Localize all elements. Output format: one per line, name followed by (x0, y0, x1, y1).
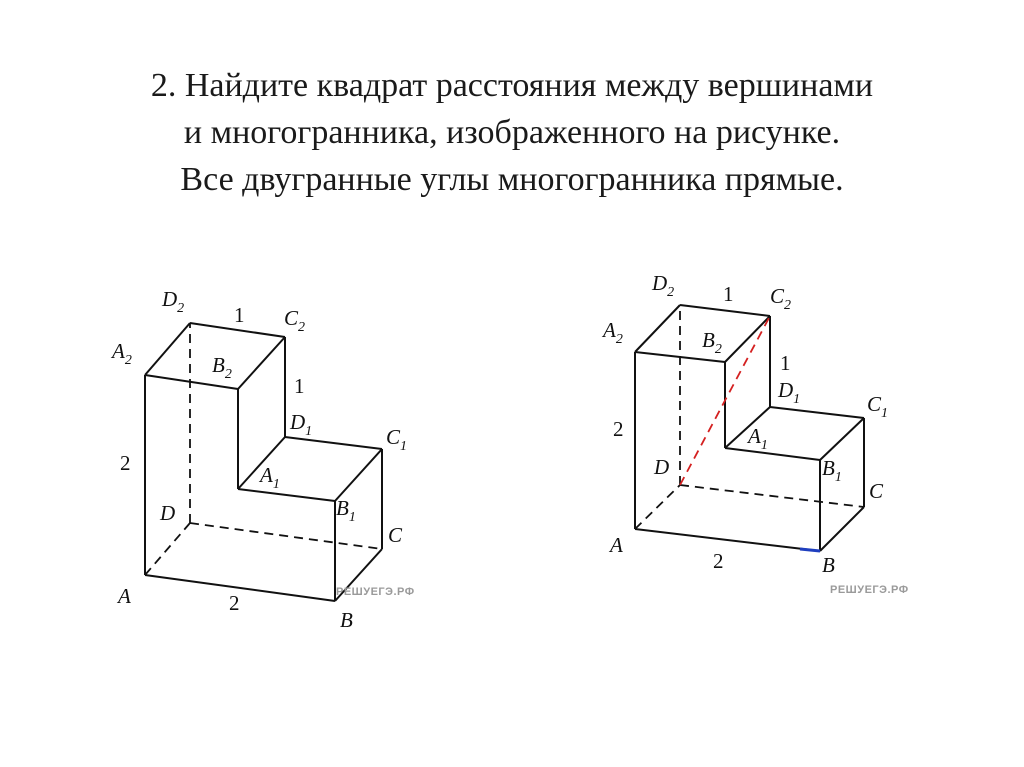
edge-A2D2 (635, 305, 680, 352)
edge-D1C1 (770, 407, 864, 418)
label-A: A (118, 584, 131, 608)
hidden-edge-DC (190, 523, 382, 549)
right-vertex-labels (601, 271, 888, 577)
length-right: 1 (780, 351, 791, 375)
length-height: 2 (613, 417, 624, 441)
edge-D2C2 (680, 305, 770, 316)
edge-BC (820, 507, 864, 551)
length-base: 2 (713, 549, 724, 573)
highlight-mark-B (800, 549, 820, 551)
label-C2: $C_2$ (284, 306, 306, 335)
left-visible-edges (145, 323, 382, 601)
problem-line-3: Все двугранные углы многогранника прямые. (180, 161, 844, 198)
left-length-labels (120, 303, 305, 615)
label-A1: $A_1$ (260, 463, 280, 492)
hidden-edge-AD (145, 523, 190, 575)
problem-line-2: и многогранника, изображенного на рисунке. (183, 114, 841, 151)
label-C2: $C_2$ (770, 284, 792, 313)
label-B: B (340, 608, 353, 632)
length-base: 2 (229, 591, 240, 615)
hidden-edge-DC (680, 485, 864, 507)
label-C: C (388, 523, 403, 547)
length-top: 1 (723, 282, 734, 306)
edge-B1C1 (335, 449, 382, 501)
label-D2: $D_2$ (652, 271, 675, 300)
label-B1: $B_1$ (336, 496, 356, 525)
edge-B2C2 (238, 337, 285, 389)
label-A2: $A_2$ (603, 318, 623, 347)
label-D1: $D_1$ (778, 378, 801, 407)
right-hidden-edges (635, 305, 864, 529)
label-C1: $C_1$ (867, 392, 889, 421)
label-B: B (822, 553, 835, 577)
length-top: 1 (234, 303, 245, 327)
length-height: 2 (120, 451, 131, 475)
label-B2: $B_2$ (212, 353, 232, 382)
left-polyhedron (110, 287, 415, 632)
problem-line-1: 2. Найдите квадрат расстояния между вершинами (150, 67, 874, 104)
edge-D1C1 (285, 437, 382, 449)
label-D: D (160, 501, 176, 525)
label-B2: $B_2$ (702, 328, 722, 357)
length-right: 1 (294, 374, 305, 398)
hidden-edge-AD (635, 485, 680, 529)
label-D: D (654, 455, 670, 479)
left-vertex-labels (110, 287, 407, 632)
label-A: A (610, 533, 623, 557)
edge-AB (635, 529, 820, 551)
watermark-right: РЕШУЕГЭ.РФ (830, 584, 909, 596)
label-D1: $D_1$ (290, 410, 313, 439)
label-A1: $A_1$ (748, 424, 768, 453)
edge-B1C1 (820, 418, 864, 460)
label-B1: $B_1$ (822, 456, 842, 485)
edge-A1B1 (725, 448, 820, 460)
edge-A2D2 (145, 323, 190, 375)
edge-A1B1 (238, 489, 335, 501)
label-C1: $C_1$ (386, 425, 408, 454)
edge-B2C2 (725, 316, 770, 362)
highlighted-segment-DC2 (680, 316, 770, 485)
label-A2: $A_2$ (112, 339, 132, 368)
label-C: C (869, 479, 884, 503)
right-polyhedron (601, 271, 909, 596)
edge-AB (145, 575, 335, 601)
label-D2: $D_2$ (162, 287, 185, 316)
watermark-left: РЕШУЕГЭ.РФ (336, 586, 415, 598)
